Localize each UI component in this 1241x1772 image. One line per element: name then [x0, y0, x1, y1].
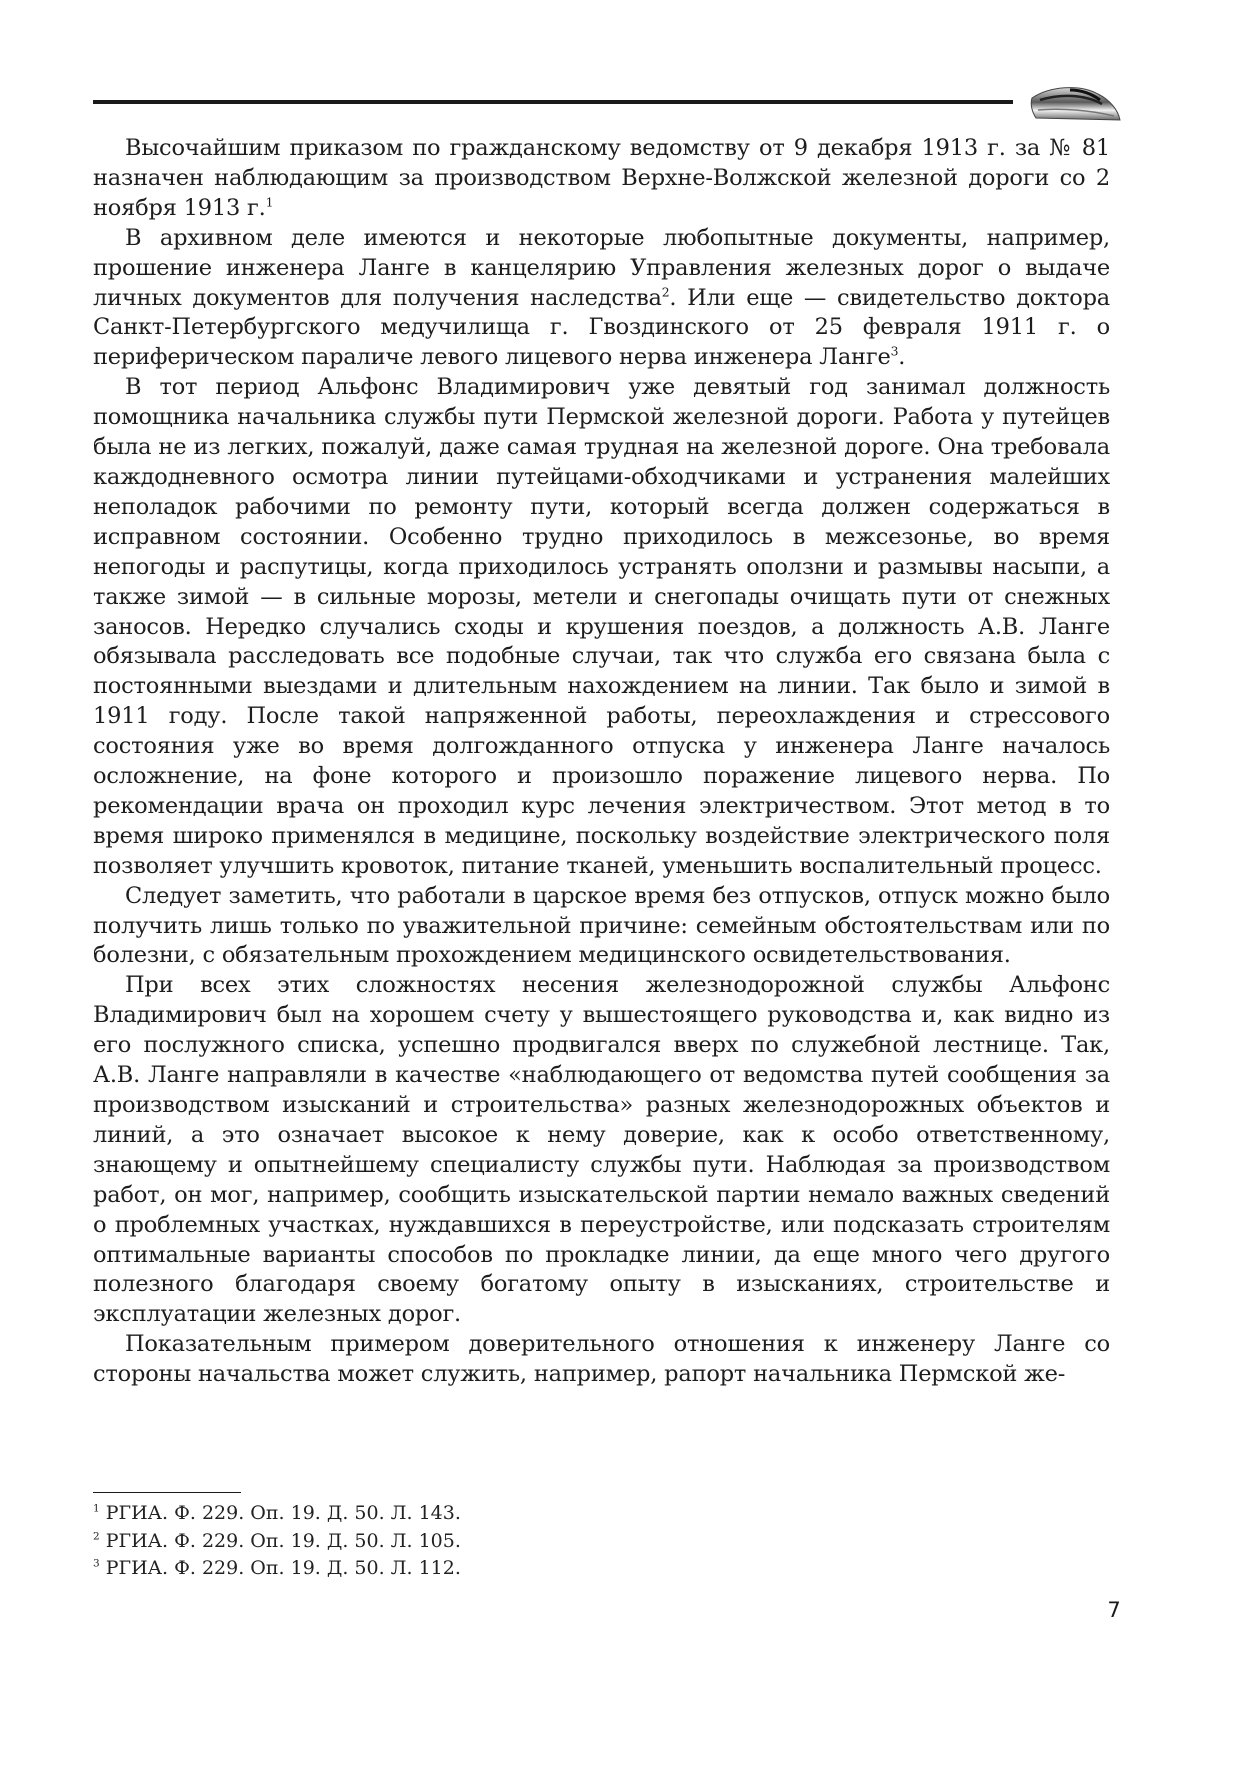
paragraph: Следует заметить, что работали в царское время без отпусков, отпуск можно было получить лишь только по уважительной причине: семейным обстоятельствам или по болезни, с обязательным прохождением медицинского освидетельствования.: [93, 882, 1110, 969]
footnote: [93, 1528, 793, 1556]
footnote-text: РГИА. Ф. 229. Оп. 19. Д. 50. Л. 105.: [105, 1529, 461, 1552]
paragraph-text: В архивном деле имеются и некоторые любопытные документы, например, прошение инженера Ланге в канцелярию Управления железных дорог о выдаче личных документов для получения наследства: [93, 224, 1110, 311]
high-speed-train-icon: [1030, 80, 1122, 126]
footnote-ref[interactable]: 3: [890, 344, 899, 359]
paragraph-text: .: [898, 344, 906, 371]
footnote: [93, 1555, 793, 1583]
footnote-ref[interactable]: 1: [265, 195, 274, 210]
header-rule: [93, 100, 1013, 104]
footnote-separator: [93, 1492, 241, 1493]
paragraph-text: Высочайшим приказом по гражданскому ведомству от 9 декабря 1913 г. за № 81 назначен наблюдающим за производством Верхне-Волжской железной дороги со 2 ноября 1913 г.: [93, 135, 1110, 221]
footnotes: [93, 1500, 793, 1583]
page-number: 7: [1107, 1598, 1121, 1622]
main-text: [93, 134, 1110, 1390]
paragraph-text: . Или еще — свидетельство доктора Санкт-Петербургского медучилища г. Гвоздинского от 25 февраля 1911 г. о периферическом параличе левого лицевого нерва инженера Ланге: [93, 284, 1110, 371]
footnote: [93, 1500, 793, 1528]
paragraph: [93, 134, 1110, 224]
paragraph: [93, 224, 1110, 374]
footnote-ref[interactable]: 2: [661, 284, 670, 299]
paragraph: При всех этих сложностях несения железнодорожной службы Альфонс Владимирович был на хорошем счету у вышестоящего руководства и, как видно из его послужного списка, успешно продвигался вверх по служебной лестнице. Так, А.В. Ланге направляли в качестве «наблюдающего от ведомства путей сообщения за производством изысканий и строительства» разных железнодорожных объектов и линий, а это означает высокое к нему доверие, как к особо ответственному, знающему и опытнейшему специалисту службы пути. Наблюдая за производством работ, он мог, например, сообщить изыскательской партии немало важных сведений о проблемных участках, нуждавшихся в переустройстве, или подсказать строителям оптимальные варианты способов по прокладке линии, да еще много чего другого полезного благодаря своему богатому опыту в изысканиях, строительстве и эксплуатации железных дорог.: [93, 972, 1110, 1328]
paragraph: В тот период Альфонс Владимирович уже девятый год занимал должность помощника начальника службы пути Пермской железной дороги. Работа у путейцев была не из легких, пожалуй, даже самая трудная на железной дороге. Она требовала каждодневного осмотра линии путейцами-обходчиками и устранения малейших неполадок рабочими по ремонту пути, который всегда должен содержаться в исправном состоянии. Особенно трудно приходилось в межсезонье, во время непогоды и распутицы, когда приходилось устранять оползни и размывы насыпи, а также зимой — в сильные морозы, метели и снегопады очищать пути от снежных заносов. Нередко случались сходы и крушения поездов, а должность А.В. Ланге обязывала расследовать все подобные случаи, так что служба его связана была с постоянными выездами и длительным нахождением на линии. Так было и зимой в 1911 году. После такой напряженной работы, переохлаждения и стрессового состояния уже во время долгожданного отпуска у инженера Ланге началось осложнение, на фоне которого и произошло поражение лицевого нерва. По рекомендации врача он проходил курс лечения электричеством. Этот метод в то время широко применялся в медицине, поскольку воздействие электрического поля позволяет улучшить кровоток, питание тканей, уменьшить воспалительный процесс.: [93, 374, 1110, 879]
footnote-number: 2: [93, 1530, 100, 1543]
footnote-text: РГИА. Ф. 229. Оп. 19. Д. 50. Л. 112.: [105, 1557, 461, 1579]
footnote-text: РГИА. Ф. 229. Оп. 19. Д. 50. Л. 143.: [105, 1502, 461, 1524]
footnote-number: 1: [93, 1502, 100, 1515]
footnote-number: 3: [93, 1557, 100, 1570]
paragraph: Показательным примером доверительного отношения к инженеру Ланге со стороны начальства может служить, например, рапорт начальника Пермской же-: [93, 1331, 1110, 1388]
